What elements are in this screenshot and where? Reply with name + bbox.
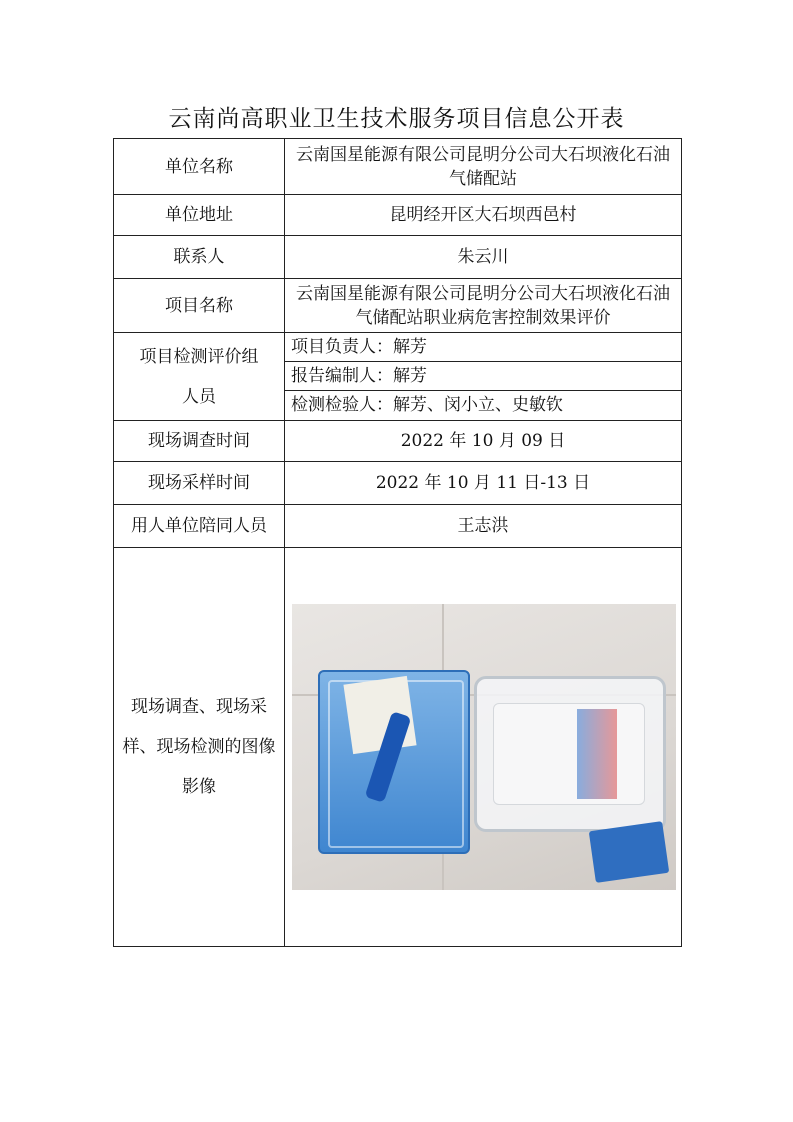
project-name-value: 云南国星能源有限公司昆明分公司大石坝液化石油气储配站职业病危害控制效果评价 <box>285 279 682 333</box>
table-row <box>114 236 682 279</box>
unit-name-value: 云南国星能源有限公司昆明分公司大石坝液化石油气储配站 <box>285 139 682 195</box>
site-photo <box>292 604 676 890</box>
blue-toolbox <box>318 670 470 854</box>
table-row <box>114 505 682 548</box>
unit-address-label: 单位地址 <box>114 195 285 236</box>
sampling-time-value: 2022 年 10 月 11 日-13 日 <box>285 462 682 505</box>
table-row <box>114 421 682 462</box>
contact-value: 朱云川 <box>285 236 682 279</box>
small-blue-box <box>589 821 670 883</box>
table-row <box>114 279 682 333</box>
survey-time-label: 现场调查时间 <box>114 421 285 462</box>
team-member: 检测检验人：解芳、闵小立、史敏钦 <box>291 395 563 415</box>
unit-address-value: 昆明经开区大石坝西邑村 <box>285 195 682 236</box>
table-row <box>114 462 682 505</box>
unit-name-label: 单位名称 <box>114 139 285 195</box>
escort-value: 王志洪 <box>285 505 682 548</box>
page-title: 云南尚高职业卫生技术服务项目信息公开表 <box>168 106 625 132</box>
package-stripe <box>577 709 617 799</box>
photo-cell <box>285 548 682 947</box>
table-row <box>114 333 682 421</box>
table-row <box>114 195 682 236</box>
table-row <box>114 548 682 947</box>
team-members <box>285 333 682 421</box>
clear-storage-box <box>474 676 666 832</box>
table-row <box>114 139 682 195</box>
project-name-label: 项目名称 <box>114 279 285 333</box>
team-label: 项目检测评价组人员 <box>114 333 285 421</box>
info-table <box>113 138 682 947</box>
team-member: 报告编制人：解芳 <box>285 362 681 391</box>
survey-time-value: 2022 年 10 月 09 日 <box>285 421 682 462</box>
images-label: 现场调查、现场采样、现场检测的图像影像 <box>114 548 285 947</box>
sample-package <box>493 703 645 805</box>
team-member: 项目负责人：解芳 <box>285 333 681 362</box>
sampling-time-label: 现场采样时间 <box>114 462 285 505</box>
escort-label: 用人单位陪同人员 <box>114 505 285 548</box>
contact-label: 联系人 <box>114 236 285 279</box>
